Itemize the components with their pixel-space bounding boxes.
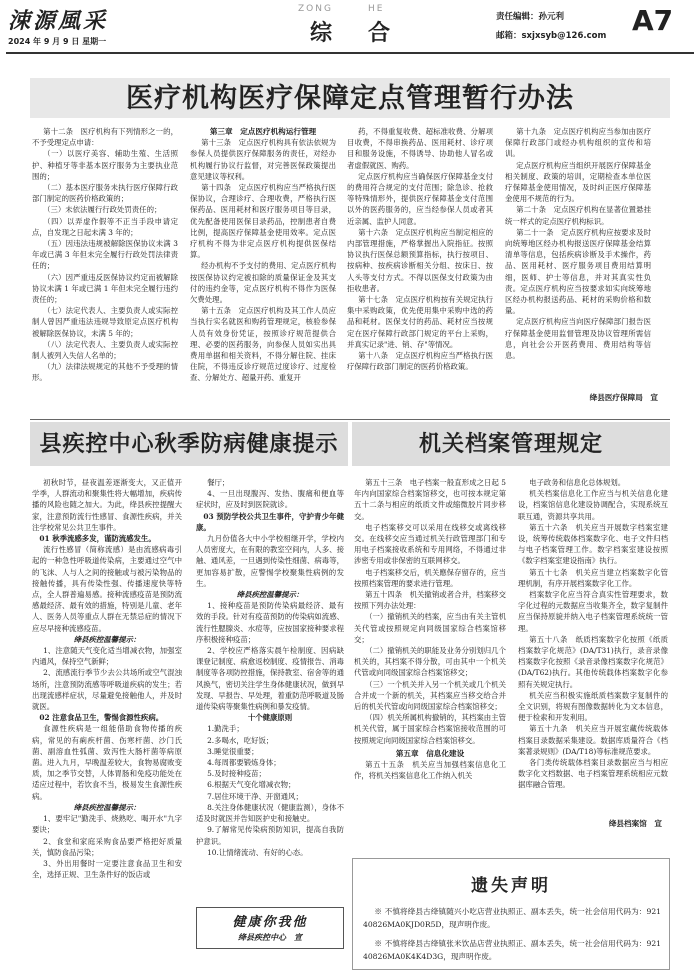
- banner-heading: 健康你我他: [232, 915, 308, 930]
- notice-item: ※ 不慎将绛县古绛镇随兴小吃店营业执照正、副本丢失，统一社会信用代码为：92140826MA0KJD0R5D，现声明作废。: [363, 907, 661, 929]
- section-pinyin-2: HE: [368, 4, 385, 14]
- paragraph: 初秋时节，昼夜温差逐渐变大，又正值开学季，人群流动和聚集性将大幅增加，疾病传播的风险也随之加大。为此，绛县疾控提醒大家，注意预防流行性感冒、食源性疾病，并关注学校常见公共卫生事件。: [32, 478, 182, 532]
- masthead-divider: [6, 52, 694, 54]
- article2-title: 县疾控中心秋季防病健康提示: [39, 431, 339, 457]
- paragraph: 01 秋季流感多发，谨防流感发生。: [39, 534, 156, 544]
- article3-col2: [518, 477, 668, 827]
- article1-title: 医疗机构医疗保障定点管理暂行办法: [126, 83, 574, 114]
- paragraph: 第十九条 定点医疗机构应当参加由医疗保障行政部门或经办机构组织的宣传和培训。: [505, 127, 651, 159]
- paragraph: （七）法定代表人、主要负责人或实际控制人曾因严重违法违规导致原定点医疗机构被解除医保协议，未满 5 年的；: [32, 306, 178, 338]
- paragraph: 第二十条 定点医疗机构在显著位置悬挂统一样式的定点医疗机构标识。: [505, 205, 651, 226]
- paragraph: 电子档案移交可以采用在线移交或离线移交。在线移交应当通过机关行政管理部门和专用电子档案接收系统和专用网络，不得通过非涉密专用或非保密的互联网移交。: [354, 522, 506, 566]
- paragraph: 档案数字化应当符合真实性管理要求，数字化过程的元数据应当收集齐全，数字复制件应当保持原貌并纳入电子档案管理系统统一管理。: [518, 590, 668, 633]
- section-title-2: 合: [368, 20, 391, 46]
- lost-notice-title: 遗失声明: [471, 876, 551, 896]
- paragraph: 第五十七条 机关应当建立档案数字化管理机制，有序开展档案数字化工作。: [518, 567, 668, 588]
- section-title-1: 综: [310, 20, 333, 46]
- paragraph: 1.勤洗手；: [207, 724, 244, 734]
- article3-chapter-heading: 第五章 信息化建设: [395, 748, 465, 758]
- paragraph: 1、注意随天气变化适当增减衣物，加强室内通风，保持空气新鲜；: [32, 646, 182, 667]
- paragraph: 03 预防学校公共卫生事件，守护青少年健康。: [196, 511, 344, 532]
- article1-col3: [347, 126, 493, 426]
- paragraph: 5.及时接种疫苗；: [207, 769, 266, 779]
- paragraph: （六）因严重违反医保协议约定而被解除协议未满 1 年或已满 1 年但未完全履行违约责任的；: [32, 272, 178, 305]
- section-divider: [30, 419, 670, 420]
- masthead: [0, 0, 700, 62]
- article2-col2: [196, 477, 344, 922]
- lost-notice-items: [363, 905, 661, 969]
- paragraph: （二）撤销机关的职能及业务分别划归几个机关的，其档案不得分散，可由其中一个机关代管或向同级国家综合档案馆移交；: [354, 646, 506, 678]
- paragraph: 定点医疗机构应当向医疗保障部门报告医疗保障基金使用监督管理及协议管理所需信息，向社会公开医药费用、费用结构等信息。: [505, 317, 651, 361]
- paragraph: 第十六条 定点医疗机构应当制定相应的内部管理措施，严格掌握出入院指征。按照协议执行医保总额预算指标，执行按项目、按病种、按疾病诊断相关分组、按床日、按人头等支付方式。不得以医保支付政策为由拒收患者。: [347, 227, 493, 293]
- paragraph: 2.多喝水，吃好饭；: [207, 735, 274, 745]
- paragraph: 药，不得重复收费、超标准收费、分解项目收费，不得串换药品、医用耗材、诊疗项目和服务设施，不得诱导、协助他人冒名或者虚假就医、购药。: [347, 127, 493, 170]
- paragraph: 第十八条 定点医疗机构应当严格执行医疗保障行政部门制定的医药价格政策。: [347, 351, 493, 372]
- paragraph: 10.让情绪流动、有好的心态。: [207, 847, 308, 857]
- paragraph: （四）以弄虚作假等不正当手段申请定点，自发现之日起未满 3 年的；: [32, 216, 178, 237]
- issue-date: 2024 年 9 月 9 日 星期一: [8, 37, 107, 46]
- paragraph: 经办机构不予支付的费用、定点医疗机构按医保协议约定被扣除的质量保证金及其支付的违约金等，定点医疗机构不得作为医保欠费处理。: [190, 261, 336, 305]
- paragraph: 定点医疗机构应当组织开展医疗保障基金相关制度、政策的培训，定期检查本单位医疗保障基金使用情况，及时纠正医疗保障基金使用不规范的行为。: [505, 160, 651, 204]
- banner-source: 绛县疾控中心 宣: [238, 932, 302, 942]
- lost-notice-box: [352, 858, 670, 970]
- paragraph: 餐厅；: [207, 478, 230, 487]
- paragraph: 2、食堂和家庭采购食品要严格把好质量关，慎防食品污染；: [32, 836, 182, 857]
- page-number: A7: [632, 4, 674, 37]
- paragraph: 1、要牢记"勤洗手、烧熟吃、喝开水"九字要诀；: [32, 814, 182, 835]
- paragraph: （一）以医疗美容、辅助生殖、生活照护、种植牙等非基本医疗服务为主要执业范围的；: [32, 149, 178, 181]
- editor-name: 责任编辑：孙元利: [496, 12, 565, 22]
- newspaper-logo: 涑源風采: [8, 8, 109, 34]
- paragraph: 4、一旦出现腹泻、发热、腹痛和便血等症状时，应及时到医院就诊。: [196, 489, 344, 510]
- paragraph: 第五十五条 机关应当加强档案信息化工作，将机关档案信息化工作纳入机关: [354, 760, 506, 781]
- paragraph: 8.关注身体健康状况（健康监测），身体不适及时就医并告知医护史和接触史。: [196, 802, 344, 824]
- article3-source: 绛县档案馆 宣: [608, 819, 662, 828]
- paragraph: 第十四条 定点医疗机构应当严格执行医保协议，合理诊疗、合理收费，严格执行医保药品、医用耗材和医疗服务项目等目录，优先配备使用医保目录药品，控制患者自费比例，提高医疗保障基金使用效率。定点医疗机构不得为非定点医疗机构提供医保结算。: [190, 183, 336, 260]
- editor-email: 邮箱：sxjxsyb@126.com: [496, 31, 607, 41]
- paragraph: 3.睡觉很重要；: [207, 746, 259, 756]
- article1-col2: [190, 126, 336, 426]
- paragraph: 7.居住环境干净、开窗通风；: [207, 791, 303, 801]
- paragraph: 绛县疾控温馨提示：: [236, 590, 304, 600]
- paragraph: （三）一个机关并入另一个机关或几个机关合并成一个新的机关，其档案应当移交给合并后的机关代管或向同级国家综合档案馆移交；: [354, 679, 506, 712]
- paragraph: （三）未依法履行行政处罚责任的；: [43, 205, 162, 215]
- paragraph: 十个健康原则: [247, 713, 293, 723]
- paragraph: 定点医疗机构应当确保医疗保障基金支付的费用符合规定的支付范围；除急诊、抢救等特殊情形外，提供医疗保障基金支付范围以外的医药服务的，应当经参保人员或者其近亲属、监护人同意。: [347, 171, 493, 226]
- paragraph: （八）法定代表人、主要负责人或实际控制人被列入失信人名单的；: [32, 339, 178, 361]
- paragraph: 9.了解常见传染病预防知识，提高自我防护意识。: [196, 825, 344, 846]
- notice-item: ※ 不慎将绛县古绛镇张米饮品店营业执照正、副本丢失，统一社会信用代码为：92140826MA0K4K4D3G，现声明作废。: [363, 939, 661, 961]
- paragraph: 第十七条 定点医疗机构按有关规定执行集中采购政策，优先使用集中采购中选的药品和耗材。医保支付的药品、耗材应当按规定在医疗保障行政部门规定的平台上采购，并真实记录"进、销、存"等情况。: [347, 295, 493, 349]
- paragraph: 第五十八条 纸质档案数字化按照《纸质档案数字化规范》(DA/T31)执行，录音录像档案数字化按照《录音录像档案数字化规范》(DA/T62)执行。其他传统载体档案数字化参照有关规定执行。: [518, 634, 668, 689]
- paragraph: 各门类传统载体档案目录数据应当与相应数字化文档数据、电子档案管理系统相应元数据库融合管理。: [518, 758, 668, 790]
- paragraph: 绛县疾控温馨提示：: [73, 802, 141, 812]
- section-pinyin-1: ZONG: [298, 4, 333, 14]
- paragraph: 电子政务和信息化总体规划。: [529, 478, 626, 487]
- article-medical-insurance: [0, 60, 700, 420]
- paragraph: 绛县疾控温馨提示：: [73, 634, 141, 644]
- article1-col1: [32, 126, 178, 426]
- paragraph: 第五十六条 机关应当开展数字档案室建设，统筹传统载体档案数字化、电子文件归档与电子档案管理工作。数字档案室建设按照《数字档案室建设指南》执行。: [518, 522, 668, 566]
- article-disease-control: [30, 422, 350, 972]
- paragraph: 第二十一条 定点医疗机构应按要求及时向统筹地区经办机构报送医疗保障基金结算清单等信息，包括疾病诊断及手术操作，药品、医用耗材、医疗服务项目费用结算明细，医师、护士等信息，并对其真实性负责。定点医疗机构应当按要求如实向统筹地区经办机构报送药品、耗材的采购价格和数量。: [505, 227, 651, 316]
- paragraph: （二）基本医疗服务未执行医疗保障行政部门制定的医药价格政策的；: [32, 183, 178, 204]
- article1-source: 绛县医疗保障局 宣: [589, 393, 658, 402]
- paragraph: 机关档案信息化工作应当与机关信息化建设，档案馆信息化建设协调配合，实现系统互联互通，资源共享共用。: [518, 489, 668, 521]
- paragraph: （四）机关所属机构撤销的，其档案由主管机关代管，属于国家综合档案馆接收范围的可按照规定向同级国家综合档案馆移交。: [354, 713, 506, 745]
- paragraph: 第十二条 医疗机构有下列情形之一的，不予受理定点申请：: [32, 127, 178, 148]
- paragraph: 第十五条 定点医疗机构及其工作人员应当执行实名就医和购药管理规定，核验参保人员有效身份凭证，按照诊疗规范提供合理、必要的医药服务，向参保人员如实出具费用单据和相关资料，不得分解住院、挂床住院，不得违反诊疗规范过度诊疗、过度检查、分解处方、超量开药、重复开: [190, 306, 336, 383]
- paragraph: 流行性感冒（简称流感）是由流感病毒引起的一种急性呼吸道传染病，主要通过空气中的飞沫、人与人之间的接触或与被污染物品的接触传播，具有传染性强、传播速度快等特点，全人群普遍易感。接种流感疫苗是预防流感最经济、最有效的措施，特别是儿童、老年人、医务人员等重点人群在无禁忌症的情况下应尽早接种流感疫苗。: [32, 545, 182, 633]
- paragraph: 6.根据天气变化增减衣物；: [207, 780, 296, 790]
- article2-col1: [32, 477, 182, 972]
- article3-col1: [354, 477, 506, 842]
- paragraph: 第五十四条 机关撤销或者合并，档案移交按照下列办法处理：: [354, 590, 506, 611]
- paragraph: 2、流感流行季节少去公共场所或空气混浊场所，注意预防流感等呼吸道疾病的发生；若出现流感样症状，尽量避免接触他人，并及时就医。: [32, 668, 182, 712]
- paragraph: 02 注意食品卫生，警惕食源性疾病。: [39, 713, 164, 723]
- paragraph: 机关应当积极实施纸质档案数字复制件的全文识别，将规有图像数据转化为文本信息，便于检索和开发利用。: [518, 690, 668, 723]
- health-banner: [196, 907, 344, 949]
- paragraph: 4.每周都要锻炼身体；: [207, 758, 281, 768]
- article1-chapter-heading: 第三章 定点医疗机构运行管理: [209, 127, 317, 136]
- paragraph: 2、学校应严格落实晨午检制度、因病缺课登记制度、病愈返校制度、疫情报告、消毒制度等各项防控措施，保持教室、宿舍等的通风换气，密切关注学生身体健康状况，做到早发现、早报告、早处理，着重防范呼吸道及肠道传染病等聚集性病例和暴发疫情。: [196, 646, 344, 712]
- article3-title: 机关档案管理规定: [418, 431, 603, 457]
- paragraph: 第五十九条 机关应当开展室藏传统载体档案目录数据采集建设。数据库质量符合《档案著录规则》(DA/T18)等标准规范要求。: [518, 724, 668, 756]
- paragraph: 九月份值各大中小学校相继开学，学校内人员密度大，在有限的教室空间内，人多、接触、通风差，一旦遇到传染性细菌、病毒等，更加容易扩散，应警惕学校聚集性病例的发生。: [196, 534, 344, 588]
- paragraph: 1、接种疫苗是预防传染病最经济、最有效的手段。针对有疫苗预防的传染病如流感、流行性腮腺炎、水痘等，应按国家接种要求程序积极接种疫苗；: [196, 601, 344, 644]
- paragraph: 电子档案移交后，机关應保存留存的，应当按照档案管理的要求进行管理。: [354, 567, 506, 588]
- article-archives: [352, 422, 670, 842]
- paragraph: 第十三条 定点医疗机构具有依法依规为参保人员提供医疗保障服务的责任，对经办机构履行协议行监督，对完善医保政策提出意见建议等权利。: [190, 138, 336, 181]
- paragraph: 食源性疾病是一组能借助食物传播的疾病，常见的有痢疾杆菌、伤寒杆菌、沙门氏菌、副溶血性弧菌、致泻性大肠杆菌等病原菌。进入九月，早晚温差较大，食物易腐败变质，加之季节交替，人体胃肠和免疫功能处在适应过程中，若饮食不当，极易发生食源性疾病。: [32, 724, 182, 801]
- paragraph: （五）因违法违规被解除医保协议未满 3 年或已满 3 年但未完全履行行政处罚法律责任的；: [32, 239, 178, 271]
- paragraph: 第五十三条 电子档案一般直形成之日起 5 年内向国家综合档案馆移交，也可按本规定第五十二条与相应的纸质文件或缩微胶片同步移交。: [354, 478, 506, 521]
- article1-col4: [505, 126, 651, 406]
- paragraph: 3、外出用餐时一定要注意食品卫生和安全，选择正规、卫生条件好的饭店或: [32, 858, 182, 880]
- paragraph: （九）法律法规规定的其他不予受理的情形。: [32, 362, 178, 383]
- paragraph: （一）撤销机关的档案，应当由有关主管机关代管或按照规定向同级国家综合档案馆移交；: [354, 612, 506, 644]
